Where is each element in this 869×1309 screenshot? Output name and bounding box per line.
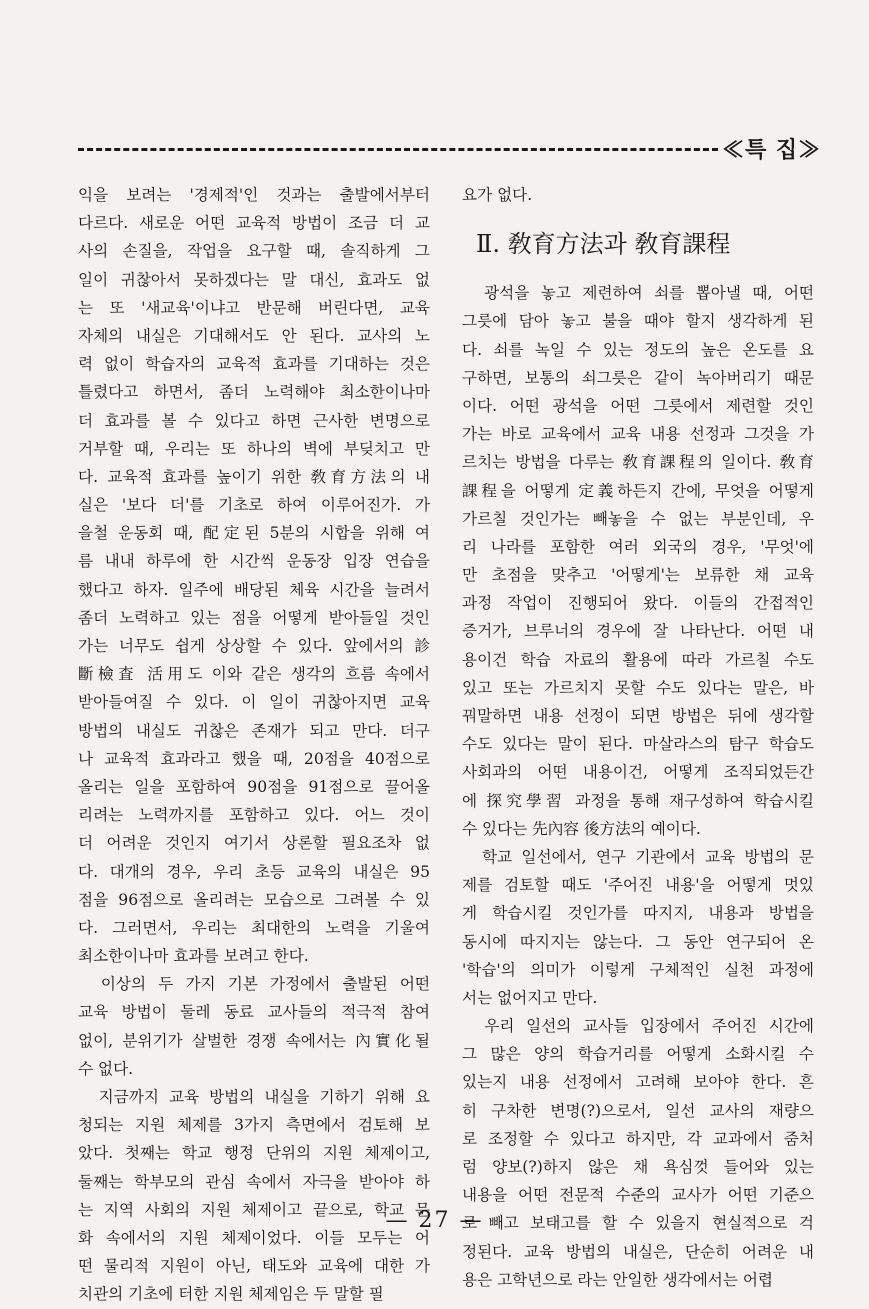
text-line: 있고 또는 가르치지 못할 수도 있다는 말은, 바: [462, 678, 814, 697]
text-line: 했다고 하자. 일주에 배당된 체육 시간을 늘려서: [78, 580, 430, 599]
text-line: 청되는 지원 체제를 3가지 측면에서 검토해 보: [78, 1116, 430, 1135]
text-line: 방법의 내실도 귀찮은 존재가 되고 만다. 더구: [78, 721, 430, 740]
text-line: 익을 보려는 '경제적'인 것과는 출발에서부터: [78, 186, 430, 204]
text-line: 가르칠 것인가는 빼놓을 수 없는 부분인데, 우: [462, 509, 814, 528]
text-line: 거부할 때, 우리는 또 하나의 벽에 부딪치고 만: [78, 439, 430, 458]
text-line: 리려는 노력까지를 포함하고 있다. 어느 것이: [78, 806, 430, 825]
text-line: 학교 일선에서, 연구 기관에서 교육 방법의 문: [462, 847, 814, 866]
text-line: 이상의 두 가지 기본 가정에서 출발된 어떤: [78, 975, 430, 994]
right-column-top: [462, 181, 814, 209]
text-line: 는 지역 사회의 지원 체제이고 끝으로, 학교 문: [78, 1200, 430, 1219]
text-line: 그릇에 담아 놓고 불을 때야 할지 생각하게 된: [462, 312, 814, 331]
text-line: 있는지 내용 선정에서 고려해 보아야 한다. 흔: [462, 1073, 814, 1092]
text-line: 정된다. 교육 방법의 내실은, 단순히 어려운 내: [462, 1242, 814, 1261]
text-line: 는 또 '새교육'이냐고 반문해 버린다면, 교육: [78, 298, 430, 317]
text-line: 용은 고학년으로 라는 안일한 생각에서는 어렵: [462, 1270, 773, 1289]
text-line: 다. 대개의 경우, 우리 초등 교육의 내실은 95: [78, 862, 430, 881]
text-line: '학습'의 의미가 이렇게 구체적인 실천 과정에: [462, 960, 814, 979]
text-line: 았다. 첫째는 학교 행정 단위의 지원 체제이고,: [78, 1144, 430, 1163]
text-line: 틀렸다고 하면서, 좀더 노력해야 최소한이나마: [78, 383, 430, 402]
text-line: 광석을 놓고 제련하여 쇠를 뽑아낼 때, 어떤: [462, 284, 814, 303]
text-line: 럼 양보(?)하지 않은 채 욕심껏 들어와 있는: [462, 1158, 814, 1176]
text-line: 자체의 내실은 기대해서도 안 된다. 교사의 노: [78, 326, 430, 345]
text-line: 증거가, 브루너의 경우에 잘 나타난다. 어떤 내: [462, 622, 814, 641]
text-line: 름 내내 하루에 한 시간씩 운동장 입장 연습을: [78, 552, 430, 571]
text-line: 없이, 분위기가 살벌한 경쟁 속에서는 內實化될: [78, 1031, 430, 1050]
text-line: 요가 없다.: [462, 186, 533, 204]
text-line: 우리 일선의 교사들 입장에서 주어진 시간에: [462, 1017, 814, 1036]
text-line: 실은 '보다 더'를 기초로 하여 이루어진가. 가: [78, 496, 430, 515]
text-line: 斷檢査 活用도 이와 같은 생각의 흐름 속에서: [78, 665, 430, 684]
text-line: 가는 바로 교육에서 교육 내용 선정과 그것을 가: [462, 425, 814, 444]
text-line: 제를 검토할 때도 '주어진 내용'을 어떻게 멋있: [462, 876, 814, 895]
text-line: 사의 손질을, 작업을 요구할 때, 솔직하게 그: [78, 242, 430, 261]
text-line: 다르다. 새로운 어떤 교육적 방법이 조금 더 교: [78, 214, 430, 233]
right-column-body: [462, 279, 814, 1294]
text-line: 용이건 학습 자료의 활용에 따라 가르칠 수도: [462, 650, 814, 669]
text-line: 올리는 일을 포함하여 90점을 91점으로 끌어올: [78, 777, 430, 796]
text-line: 받아들여질 수 있다. 이 일이 귀찮아지면 교육: [78, 693, 430, 712]
text-line: 로 빼고 보태고를 할 수 있을지 현실적으로 걱: [462, 1214, 814, 1233]
text-line: 내용을 어떤 전문적 수준의 교사가 어떤 기준으: [462, 1186, 814, 1205]
text-line: 교육 방법이 둘레 동료 교사들의 적극적 참여: [78, 1003, 430, 1022]
text-line: 히 구차한 변명(?)으로서, 일선 교사의 재량으: [462, 1101, 814, 1120]
text-line: 이다. 어떤 광석을 어떤 그릇에서 제련할 것인: [462, 396, 814, 415]
text-line: 둘째는 학부모의 관심 속에서 자극을 받아야 하: [78, 1172, 430, 1191]
text-line: 을철 운동회 때, 配定된 5분의 시합을 위해 여: [78, 524, 430, 543]
text-line: 구하면, 보통의 쇠그릇은 같이 녹아버리기 때문: [462, 368, 814, 387]
text-line: 동시에 따지지는 않는다. 그 동안 연구되어 온: [462, 932, 814, 951]
text-line: 떤 물리적 지원이 아닌, 태도와 교육에 대한 가: [78, 1257, 430, 1276]
header-section-label: ≪특 집≫: [722, 137, 822, 163]
section-heading: Ⅱ. 敎育方法과 敎育課程: [476, 230, 731, 259]
text-line: 로 조정할 수 있다고 하지만, 각 교과에서 줌처: [462, 1129, 814, 1148]
text-line: 다. 쇠를 녹일 수 있는 정도의 높은 온도를 요: [462, 340, 814, 359]
right-column: [462, 181, 814, 1294]
text-line: 과정 작업이 진행되어 왔다. 이들의 간접적인: [462, 594, 814, 613]
text-line: 화 속에서의 지원 체제이었다. 이들 모두는 어: [78, 1228, 430, 1247]
text-line: 르치는 방법을 다루는 敎育課程의 일이다. 敎育: [462, 453, 814, 472]
text-line: 력 없이 학습자의 교육적 효과를 기대하는 것은: [78, 355, 430, 374]
text-line: 치관의 기초에 터한 지원 체제임은 두 말할 필: [78, 1285, 384, 1304]
text-line: 수도 있다는 말이 된다. 마살라스의 탐구 학습도: [462, 735, 814, 754]
text-line: 다. 교육적 효과를 높이기 위한 敎育方法의 내: [78, 467, 430, 486]
text-line: 최소한이나마 효과를 보려고 한다.: [78, 947, 309, 966]
text-line: 점을 96점으로 올리려는 모습으로 그려볼 수 있: [78, 890, 430, 909]
header-dashed-rule: [78, 148, 718, 151]
text-line: 리 나라를 포함한 여러 외국의 경우, '무엇'에: [462, 537, 814, 556]
text-line: 나 교육적 효과라고 했을 때, 20점을 40점으로: [78, 749, 430, 768]
text-line: 더 어려운 것인지 여기서 상론할 필요조차 없: [78, 834, 430, 853]
text-line: 수 있다는 先內容 後方法의 예이다.: [462, 819, 701, 838]
text-line: 課程을 어떻게 定義하든지 간에, 무엇을 어떻게: [462, 481, 814, 500]
text-line: 에 探究學習 과정을 통해 재구성하여 학습시킬: [462, 791, 814, 810]
text-line: 그 많은 양의 학습거리를 어떻게 소화시킬 수: [462, 1045, 814, 1064]
text-line: 더 효과를 볼 수 있다고 하면 근사한 변명으로: [78, 411, 430, 430]
text-line: 서는 없어지고 만다.: [462, 988, 598, 1007]
left-column: [78, 181, 430, 1309]
text-line: 지금까지 교육 방법의 내실을 기하기 위해 요: [78, 1088, 430, 1106]
text-line: 꿔말하면 내용 선정이 되면 방법은 뒤에 생각할: [462, 707, 814, 725]
page-number: — 27 —: [385, 1208, 484, 1233]
text-line: 수 없다.: [78, 1059, 134, 1078]
text-line: 다. 그러면서, 우리는 최대한의 노력을 기울여: [78, 918, 430, 937]
text-line: 일이 귀찮아서 못하겠다는 말 대신, 효과도 없: [78, 270, 430, 289]
text-line: 가는 너무도 쉽게 상상할 수 있다. 앞에서의 診: [78, 637, 430, 655]
text-line: 좀더 노력하고 있는 점을 어떻게 받아들일 것인: [78, 608, 430, 627]
text-line: 사회과의 어떤 내용이건, 어떻게 조직되었든간: [462, 763, 814, 782]
text-line: 만 초점을 맞추고 '어떻게'는 보류한 채 교육: [462, 566, 814, 585]
text-line: 게 학습시킬 것인가를 따지지, 내용과 방법을: [462, 904, 814, 923]
